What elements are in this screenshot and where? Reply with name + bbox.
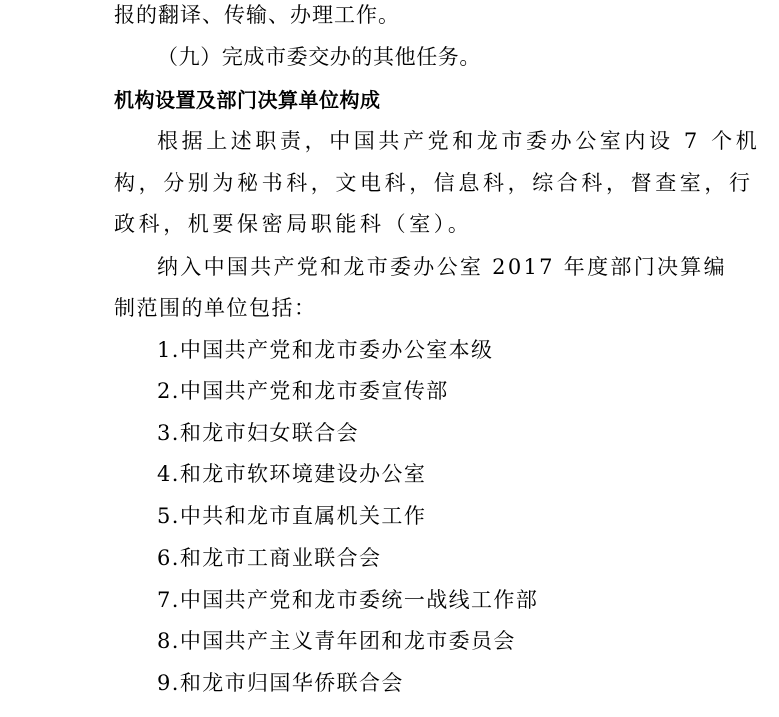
unit-list-item: 5.中共和龙市直属机关工作 [157, 504, 427, 528]
continuation-line: 报的翻译、传输、办理工作。 [114, 3, 400, 27]
unit-list-item: 6.和龙市工商业联合会 [157, 546, 382, 570]
duty-item-nine: （九）完成市委交办的其他任务。 [157, 45, 481, 69]
para2-line1: 纳入中国共产党和龙市委办公室 2017 年度部门决算编 [157, 255, 727, 279]
para1-line1: 根据上述职责，中国共产党和龙市委办公室内设 7 个机 [157, 129, 761, 153]
unit-list-item: 2.中国共产党和龙市委宣传部 [157, 379, 449, 403]
para2-line2: 制范围的单位包括： [114, 296, 317, 320]
unit-list-item: 8.中国共产主义青年团和龙市委员会 [157, 629, 516, 653]
para1-line2: 构，分别为秘书科，文电科，信息科，综合科，督查室，行 [114, 171, 754, 195]
section-heading: 机构设置及部门决算单位构成 [114, 88, 381, 112]
unit-list-item: 9.和龙市归国华侨联合会 [157, 671, 404, 695]
unit-list-item: 3.和龙市妇女联合会 [157, 421, 360, 445]
unit-list-item: 7.中国共产党和龙市委统一战线工作部 [157, 588, 539, 612]
unit-list-item: 4.和龙市软环境建设办公室 [157, 462, 427, 486]
unit-list-item: 1.中国共产党和龙市委办公室本级 [157, 338, 494, 362]
para1-line3: 政科，机要保密局职能科（室）。 [114, 212, 473, 236]
